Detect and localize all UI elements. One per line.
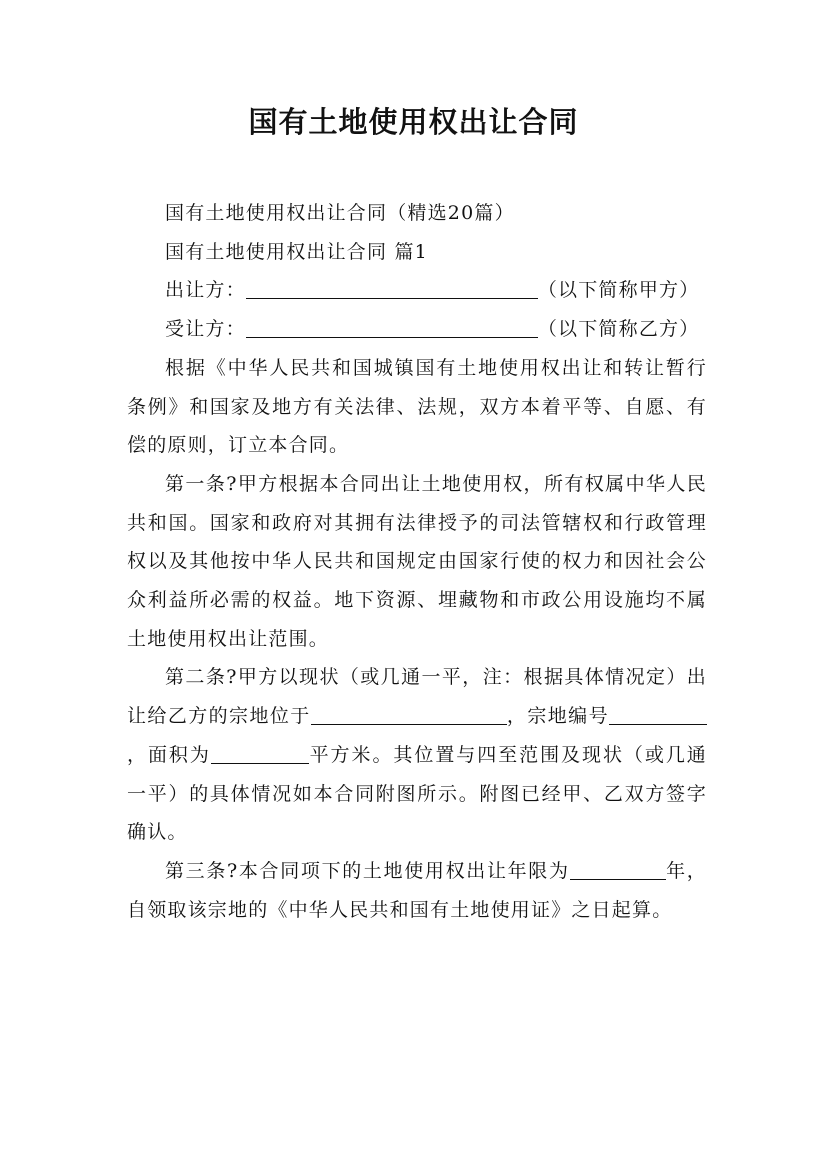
article-2-text-3: ，面积为 [127,743,211,766]
grantor-line [127,271,707,310]
article-2-text-2: ，宗地编号 [506,705,609,728]
article-2-paragraph [127,658,707,852]
article-3-paragraph [127,852,707,929]
grantee-suffix: （以下简称乙方） [537,318,700,341]
preamble-paragraph: 根据《中华人民共和国城镇国有土地使用权出让和转让暂行条例》和国家及地方有关法律、法规，双方本着平等、自愿、有偿的原则，订立本合同。 [127,356,707,457]
grantee-label: 受让方： [165,318,246,341]
parcel-number-blank [609,705,707,725]
grantee-blank [246,318,538,338]
section-heading: 国有土地使用权出让合同 篇1 [165,240,428,263]
grantor-suffix: （以下简称甲方） [537,279,700,302]
document-title: 国有土地使用权出让合同 [248,105,579,139]
article-2-text-1: 第二条?甲方以现状（或几通一平，注：根据具体情况定）出让给乙方的宗地位于 [127,666,707,728]
location-blank [311,705,507,725]
article-3-text-2: 年，自领取该宗地的《中华人民共和国有土地使用证》之日起算。 [127,859,707,921]
area-blank [211,744,309,764]
grantor-blank [246,279,538,299]
article-3-text-1: 第三条?本合同项下的土地使用权出让年限为 [165,859,570,882]
document-subtitle: 国有土地使用权出让合同（精选20篇） [165,202,515,224]
article-2-text-4: 平方米。其位置与四至范围及现状（或几通一平）的具体情况如本合同附图所示。附图已经甲、乙双方签字确认。 [127,743,707,844]
document-body [127,194,707,929]
grantor-label: 出让方： [165,279,246,302]
article-1-paragraph: 第一条?甲方根据本合同出让土地使用权，所有权属中华人民共和国。国家和政府对其拥有法律授予的司法管辖权和行政管理权以及其他按中华人民共和国规定由国家行使的权力和因社会公众利益所必需的权益。地下资源、埋藏物和市政公用设施均不属土地使用权出让范围。 [127,472,707,650]
term-years-blank [570,860,666,880]
grantee-line [127,310,707,349]
